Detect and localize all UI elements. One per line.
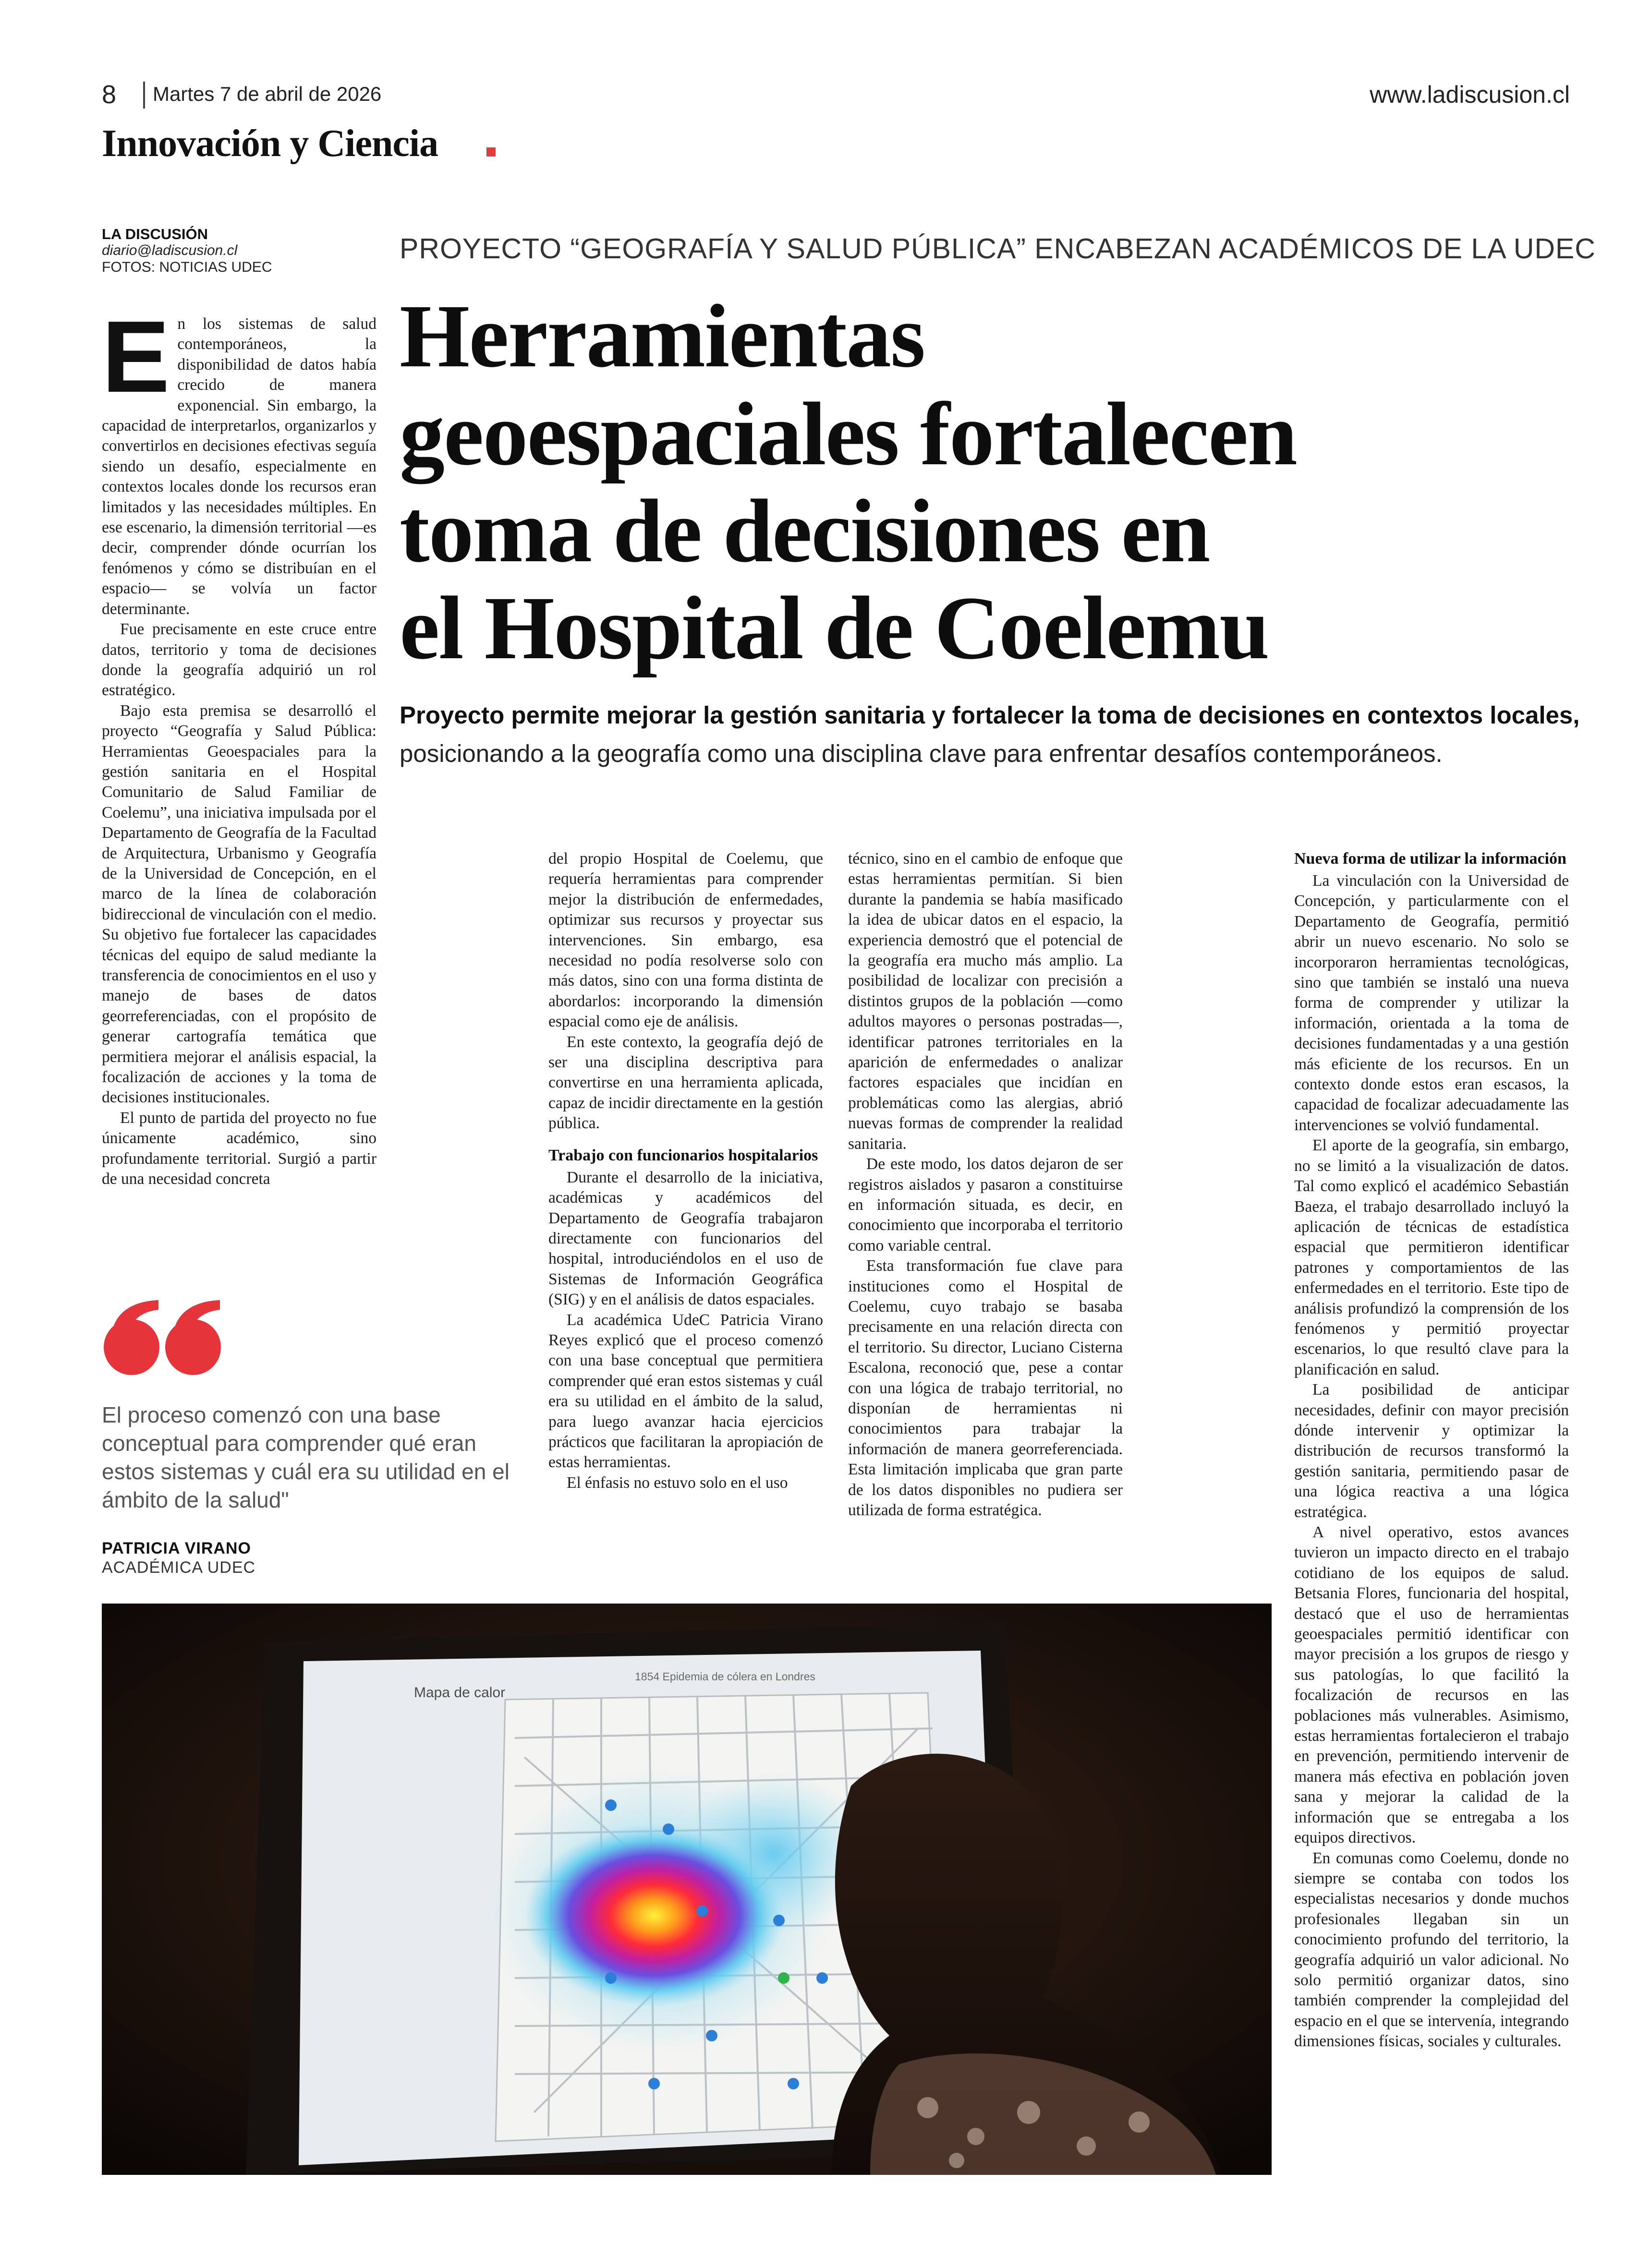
lead-rest: posicionando a la geografía como una disciplina clave para enfrentar desafíos contemporáneos. xyxy=(400,740,1443,767)
body-paragraph: El punto de partida del proyecto no fue únicamente académico, sino profundamente territorial. Surgió a partir de una necesidad concreta xyxy=(102,1109,376,1188)
headline-line-1: Herramientas xyxy=(400,286,925,386)
body-paragraph: del propio Hospital de Coelemu, que requería herramientas para comprender mejor la distribución de enfermedades, optimizar sus recursos y proyectar sus intervenciones. Sin embargo, esa necesidad no podía resolverse solo con más datos, sino con una forma distinta de abordarlos: incorporando la dimensión espacial como eje de análisis. xyxy=(548,850,823,1031)
pull-quote-role: ACADÉMICA UDEC xyxy=(102,1558,256,1577)
photo-illustration xyxy=(102,1604,1272,2175)
article-kicker: PROYECTO “GEOGRAFÍA Y SALUD PÚBLICA” ENCABEZAN ACADÉMICOS DE LA UDEC xyxy=(400,233,1596,265)
article-photo xyxy=(102,1604,1272,2175)
body-paragraph: El aporte de la geografía, sin embargo, no se limitó a la visualización de datos. Tal como explicó el académico Sebastián Baeza, el trabajo desarrollado incluyó la aplicación de técnicas de estadística espacial que permitieron identificar patrones y comportamientos de las enfermedades en el territorio. Este tipo de análisis profundizó la comprensión de los fenómenos y permitió proyectar escenarios, lo que resultó clave para la planificación en salud. xyxy=(1294,1136,1569,1378)
screen-title: 1854 Epidemia de cólera en Londres xyxy=(635,1670,815,1683)
subheading: Trabajo con funcionarios hospitalarios xyxy=(548,1146,818,1164)
issue-date: Martes 7 de abril de 2026 xyxy=(153,83,382,105)
byline-photo-credit: FOTOS: NOTICIAS UDEC xyxy=(102,259,272,275)
section-dot xyxy=(486,147,496,157)
body-column-2 xyxy=(548,849,823,1493)
section-title: Innovación y Ciencia xyxy=(102,122,438,165)
page-number: 8 xyxy=(102,80,117,109)
body-paragraph: Esta transformación fue clave para instituciones como el Hospital de Coelemu, cuyo trabajo se basaba precisamente en una relación directa con el territorio. Su director, Luciano Cisterna Escalona, reconoció que, pese a contar con una lógica de trabajo territorial, no disponían de herramientas ni conocimientos para trabajar la información de manera georreferenciada. Esta limitación implicaba que gran parte de los datos disponibles no pudiera ser utilizada de forma estratégica. xyxy=(848,1257,1123,1519)
body-paragraph: El énfasis no estuvo solo en el uso xyxy=(567,1473,788,1492)
screen-label: Mapa de calor xyxy=(414,1685,506,1701)
drop-cap: E xyxy=(102,300,170,413)
byline-email[interactable]: diario@ladiscusion.cl xyxy=(102,242,238,258)
body-paragraph: En comunas como Coelemu, donde no siempre se contaba con todos los especialistas necesarios y donde muchos profesionales llegaban sin un conocimiento profundo del territorio, la geografía adquirió un valor adicional. No solo permitió organizar datos, sino también comprender la complejidad del espacio en el que se intervenía, integrando dimensiones físicas, sociales y culturales. xyxy=(1294,1849,1569,2051)
website-link[interactable]: www.ladiscusion.cl xyxy=(1370,81,1570,108)
body-column-4 xyxy=(1294,849,1569,2052)
body-paragraph: Bajo esta premisa se desarrolló el proyecto “Geografía y Salud Pública: Herramientas Geoespaciales para la gestión sanitaria en el Hospital Comunitario de Salud Familiar de Coelemu”, una iniciativa impulsada por el Departamento de Geografía de la Facultad de Arquitectura, Urbanismo y Geografía de la Universidad de Concepción, en el marco de la línea de colaboración bidireccional de vinculación con el medio. Su objetivo fue fortalecer las capacidades técnicas del equipo de salud mediante la transferencia de conocimientos en el uso y manejo de bases de datos georreferenciadas, con el propósito de generar cartografía temática que permitiera mejorar el análisis espacial, la focalización de acciones y la toma de decisiones institucionales. xyxy=(102,701,376,1107)
headline-line-4: el Hospital de Coelemu xyxy=(400,578,1269,678)
quote-mark-shape xyxy=(104,1300,221,1375)
lead-bold: Proyecto permite mejorar la gestión sanitaria y fortalecer la toma de decisiones en contextos locales, xyxy=(400,701,1580,729)
body-paragraph xyxy=(102,300,376,619)
body-paragraph: Durante el desarrollo de la iniciativa, académicas y académicos del Departamento de Geografía trabajaron directamente con funcionarios del hospital, introduciéndolos en el uso de Sistemas de Información Geográfica (SIG) y en el análisis de datos espaciales. xyxy=(548,1168,823,1309)
body-paragraph: De este modo, los datos dejaron de ser registros aislados y pasaron a constituirse en información situada, es decir, en conocimiento que incorporaba el territorio como variable central. xyxy=(848,1155,1123,1255)
headline-line-2: geoespaciales fortalecen xyxy=(400,384,1297,484)
paragraph-text: n los sistemas de salud contemporáneos, la disponibilidad de datos había crecido de manera exponencial. Sin embargo, la capacidad de interpretarlos, organizarlos y convertirlos en decisiones efectivas seguía siendo un desafío, especialmente en contextos locales donde los recursos eran limitados y las necesidades múltiples. En ese escenario, la dimensión territorial —es decir, comprender dónde ocurrían los fenómenos y cómo se distribuían en el espacio— se volvía un factor determinante. xyxy=(102,315,376,618)
body-paragraph: La posibilidad de anticipar necesidades, definir con mayor precisión dónde intervenir y optimizar la distribución de recursos transformó la gestión sanitaria, permitiendo pasar de una lógica reactiva a una lógica estratégica. xyxy=(1294,1381,1569,1521)
body-paragraph: A nivel operativo, estos avances tuvieron un impacto directo en el trabajo cotidiano de los equipos de salud. Betsania Flores, funcionaria del hospital, destacó que el uso de herramientas geoespaciales permitió identificar con mayor precisión a los grupos de riesgo y sus patologías, lo que facilitó la focalización de recursos en las poblaciones más vulnerables. Asimismo, estas herramientas fortalecieron el trabajo en prevención, permitiendo intervenir de manera más efectiva en población joven sana y mejorar la calidad de la información que se entregaba a los equipos directivos. xyxy=(1294,1523,1569,1847)
byline-publication: LA DISCUSIÓN xyxy=(102,226,208,242)
body-column-1 xyxy=(102,300,376,1189)
body-paragraph: Fue precisamente en este cruce entre datos, territorio y toma de decisiones donde la geografía adquirió un rol estratégico. xyxy=(102,620,376,700)
body-paragraph: En este contexto, la geografía dejó de ser una disciplina descriptiva para convertirse en una herramienta aplicada, capaz de incidir directamente en la gestión pública. xyxy=(548,1033,823,1133)
body-paragraph: técnico, sino en el cambio de enfoque que estas herramientas permitían. Si bien durante la pandemia se había masificado la idea de ubicar datos en el espacio, la experiencia demostró que el potencial de la geografía era mucho más amplio. La posibilidad de localizar con precisión a distintos grupos de la población —como adultos mayores o personas postradas—, identificar patrones territoriales en la aparición de enfermedades o analizar factores espaciales que incidían en problemáticas como las alergias, abrió nuevas formas de comprender la realidad sanitaria. xyxy=(848,850,1123,1153)
quote-mark-icon xyxy=(102,1296,227,1378)
subheading: Nueva forma de utilizar la información xyxy=(1294,850,1566,868)
body-paragraph: La vinculación con la Universidad de Concepción, y particularmente con el Departamento de Geografía, permitió abrir un nuevo escenario. No solo se incorporaron herramientas tecnológicas, sino que también se instaló una nueva forma de comprender y utilizar la información, orientada a la toma de decisiones fundamentadas y a una gestión más eficiente de los recursos. En un contexto donde estos eran escasos, la capacidad de focalizar adecuadamente las intervenciones se volvió fundamental. xyxy=(1294,872,1569,1134)
body-paragraph: La académica UdeC Patricia Virano Reyes explicó que el proceso comenzó con una base conceptual que permitiera comprender qué eran estos sistemas y cuál era su utilidad en el ámbito de la salud, para luego avanzar hacia ejercicios prácticos que facilitaran la apropiación de estas herramientas. xyxy=(548,1311,823,1472)
article-lead xyxy=(400,696,1581,773)
body-column-3 xyxy=(848,849,1123,1520)
header-separator xyxy=(143,82,145,109)
pull-quote-name: PATRICIA VIRANO xyxy=(102,1539,251,1557)
headline-line-3: toma de decisiones en xyxy=(400,481,1210,581)
pull-quote-text: El proceso comenzó con una base conceptual para comprender qué eran estos sistemas y cuál era su utilidad en el ámbito de la salud" xyxy=(102,1402,510,1512)
